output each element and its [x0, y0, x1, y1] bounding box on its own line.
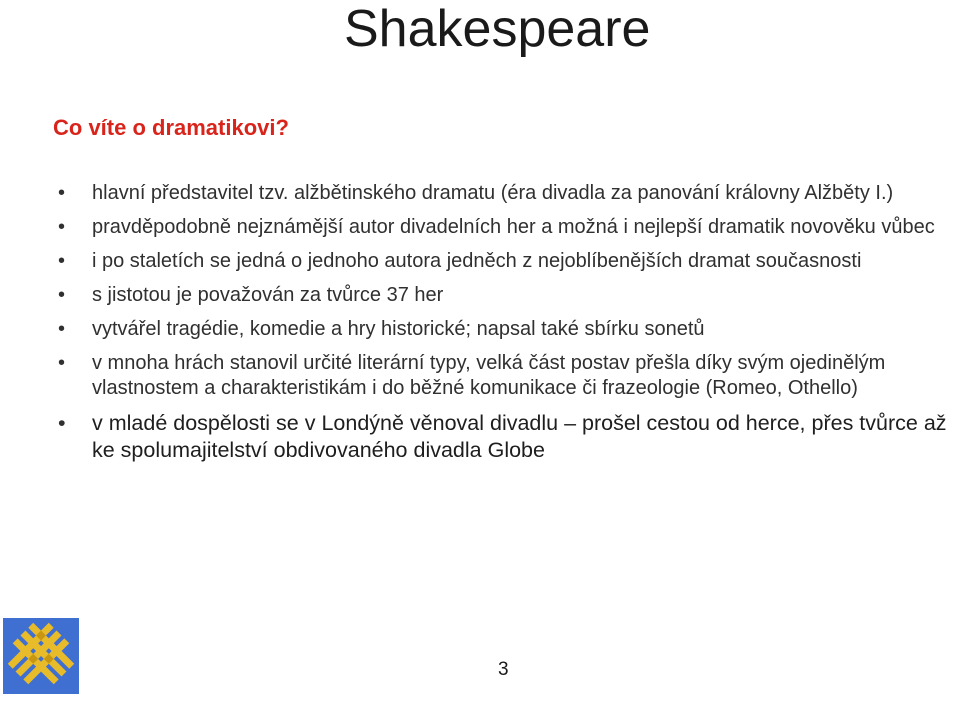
bullet-marker: • [58, 352, 66, 374]
bullet-text: v mnoha hrách stanovil určité literární typy, velká část postav přešla díky svým ojedinělým vlastnostem a charakteristikám i do běžné komunikace či frazeologie (Romeo, Othello) [92, 352, 886, 399]
bullet-text: v mladé dospělosti se v Londýně věnoval divadlu – prošel cestou od herce, přes tvůrce až ke spolumajitelství obdivovaného divadla Globe [92, 411, 947, 462]
bullet-marker: • [58, 250, 66, 272]
bullet-list [58, 181, 948, 473]
woven-lattice-logo-icon [3, 618, 79, 694]
bullet-marker: • [58, 411, 66, 435]
bullet-item [58, 181, 948, 206]
slide-subtitle: Co víte o dramatikovi? [53, 115, 289, 140]
bullet-text: pravděpodobně nejznámější autor divadelních her a možná i nejlepší dramatik novověku vůbec [92, 216, 935, 238]
bullet-text: hlavní představitel tzv. alžbětinského dramatu (éra divadla za panování královny Alžběty I.) [92, 182, 894, 204]
bullet-item [58, 351, 948, 401]
bullet-marker: • [58, 182, 66, 204]
bullet-item [58, 215, 948, 240]
page-number: 3 [498, 659, 509, 680]
bullet-marker: • [58, 284, 66, 306]
bullet-text: vytvářel tragédie, komedie a hry historické; napsal také sbírku sonetů [92, 318, 705, 340]
slide-title: Shakespeare [344, 0, 651, 58]
bullet-item [58, 410, 948, 464]
bullet-text: i po staletích se jedná o jednoho autora jedněch z nejoblíbenějších dramat současnosti [92, 250, 862, 272]
bullet-text: s jistotou je považován za tvůrce 37 her [92, 284, 444, 306]
bullet-item [58, 283, 948, 308]
bullet-item [58, 317, 948, 342]
bullet-marker: • [58, 318, 66, 340]
bullet-item [58, 249, 948, 274]
bullet-marker: • [58, 216, 66, 238]
